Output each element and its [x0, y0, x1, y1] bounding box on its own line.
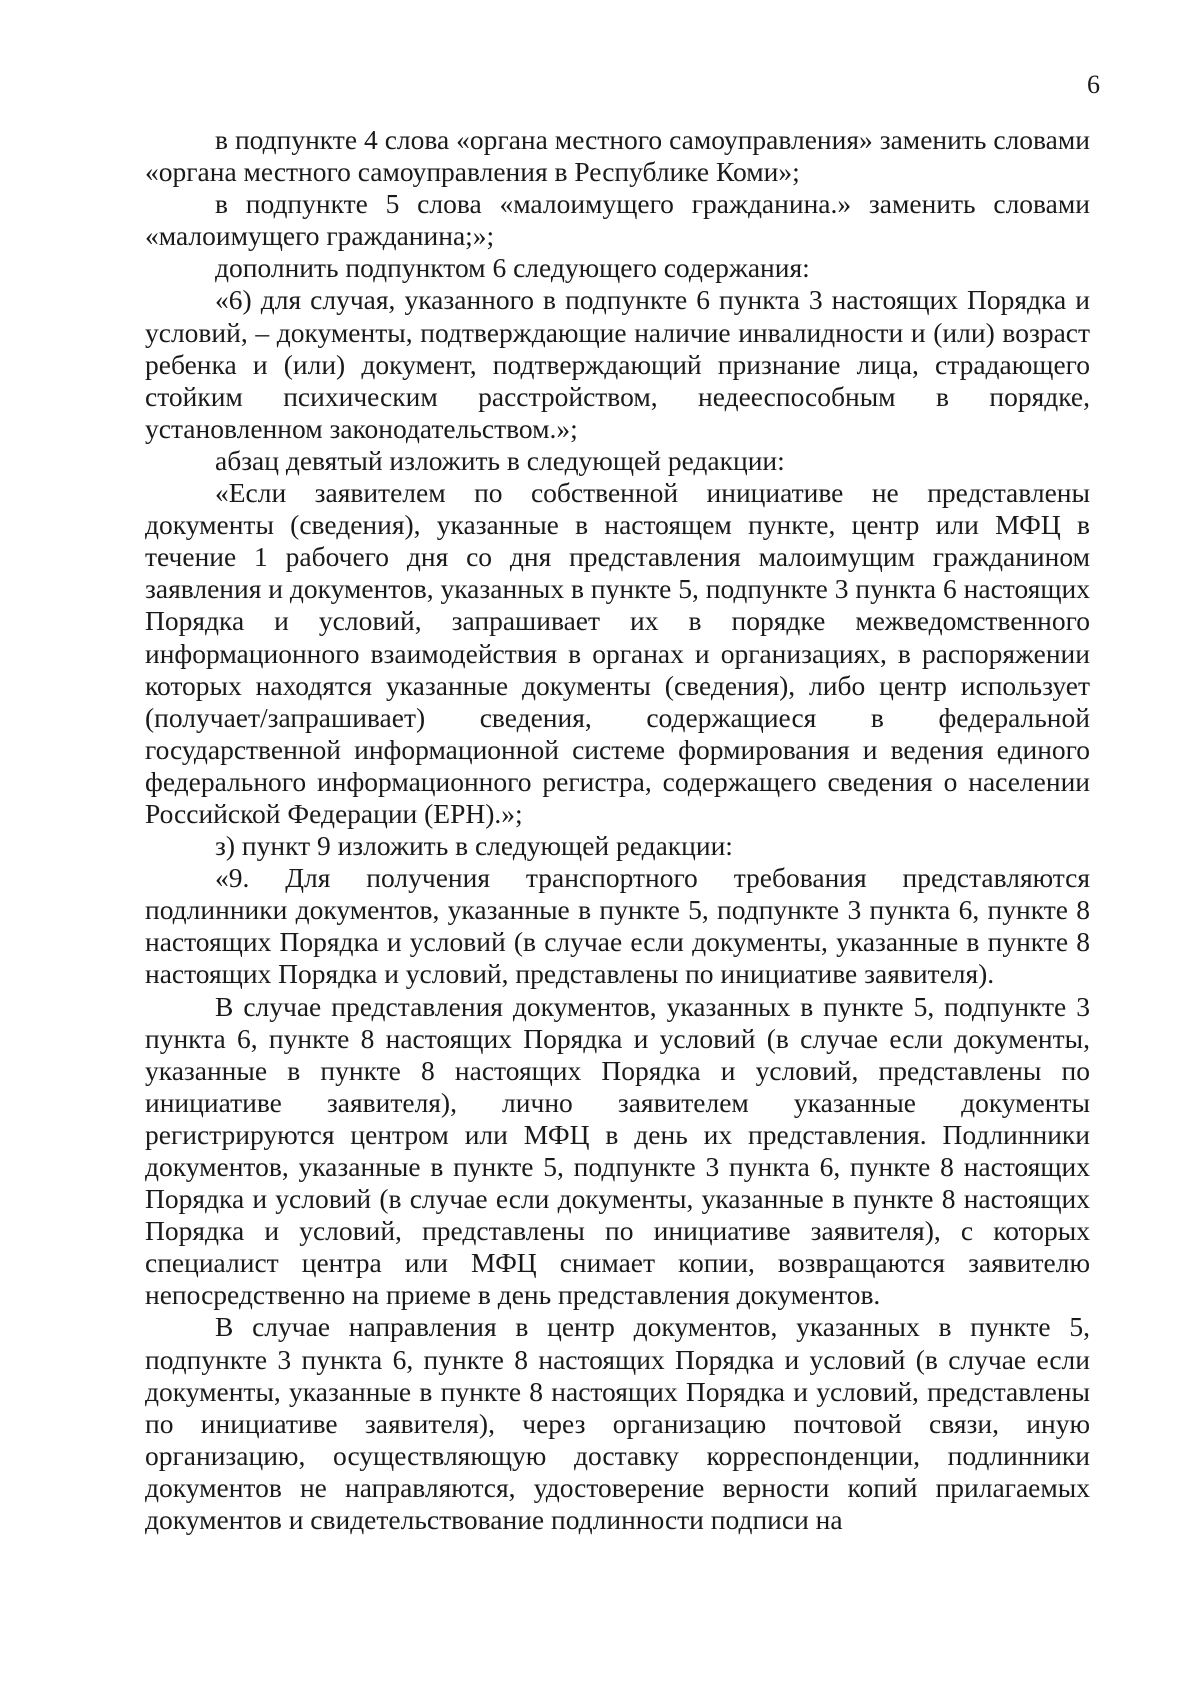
- paragraph: абзац девятый изложить в следующей редакции:: [215, 444, 785, 476]
- paragraph: з) пункт 9 изложить в следующей редакции:: [215, 830, 733, 862]
- paragraph: «6) для случая, указанного в подпункте 6 пункта 3 настоящих Порядка и условий, – документы, подтверждающие наличие инвалидности и (или) возраст ребенка и (или) документ, подтверждающий признание лица, страдающего стойким психическим расстройством, недееспособным в порядке, установленном законодательством.»;: [145, 284, 1090, 444]
- paragraph: В случае представления документов, указанных в пункте 5, подпункте 3 пункта 6, пункте 8 настоящих Порядка и условий (в случае если документы, указанные в пункте 8 настоящих Порядка и условий, представлены по инициативе заявителя), лично заявителем указанные документы регистрируются центром или МФЦ в день их представления. Подлинники документов, указанные в пункте 5, подпункте 3 пункта 6, пункте 8 настоящих Порядка и условий (в случае если документы, указанные в пункте 8 настоящих Порядка и условий, представлены по инициативе заявителя), с которых специалист центра или МФЦ снимает копии, возвращаются заявителю непосредственно на приеме в день представления документов.: [145, 990, 1090, 1311]
- page-number: 6: [1087, 70, 1100, 99]
- paragraph: В случае направления в центр документов, указанных в пункте 5, подпункте 3 пункта 6, пункте 8 настоящих Порядка и условий (в случае если документы, указанные в пункте 8 настоящих Порядка и условий, представлены по инициативе заявителя), через организацию почтовой связи, иную организацию, осуществляющую доставку корреспонденции, подлинники документов не направляются, удостоверение верности копий прилагаемых документов и свидетельствование подлинности подписи на: [145, 1311, 1090, 1536]
- paragraph: «9. Для получения транспортного требования представляются подлинники документов, указанные в пункте 5, подпункте 3 пункта 6, пункте 8 настоящих Порядка и условий (в случае если документы, указанные в пункте 8 настоящих Порядка и условий, представлены по инициативе заявителя).: [145, 862, 1090, 990]
- paragraph: в подпункте 4 слова «органа местного самоуправления» заменить словами «органа местного самоуправления в Республике Коми»;: [145, 124, 1090, 188]
- paragraph: дополнить подпунктом 6 следующего содержания:: [215, 252, 810, 284]
- paragraph: в подпункте 5 слова «малоимущего гражданина.» заменить словами «малоимущего гражданина;»;: [145, 188, 1090, 252]
- document-body: [145, 124, 1090, 1536]
- paragraph: «Если заявителем по собственной инициативе не представлены документы (сведения), указанные в настоящем пункте, центр или МФЦ в течение 1 рабочего дня со дня представления малоимущим гражданином заявления и документов, указанных в пункте 5, подпункте 3 пункта 6 настоящих Порядка и условий, запрашивает их в порядке межведомственного информационного взаимодействия в органах и организациях, в распоряжении которых находятся указанные документы (сведения), либо центр использует (получает/запрашивает) сведения, содержащиеся в федеральной государственной информационной системе формирования и ведения единого федерального информационного регистра, содержащего сведения о населении Российской Федерации (ЕРН).»;: [145, 477, 1090, 829]
